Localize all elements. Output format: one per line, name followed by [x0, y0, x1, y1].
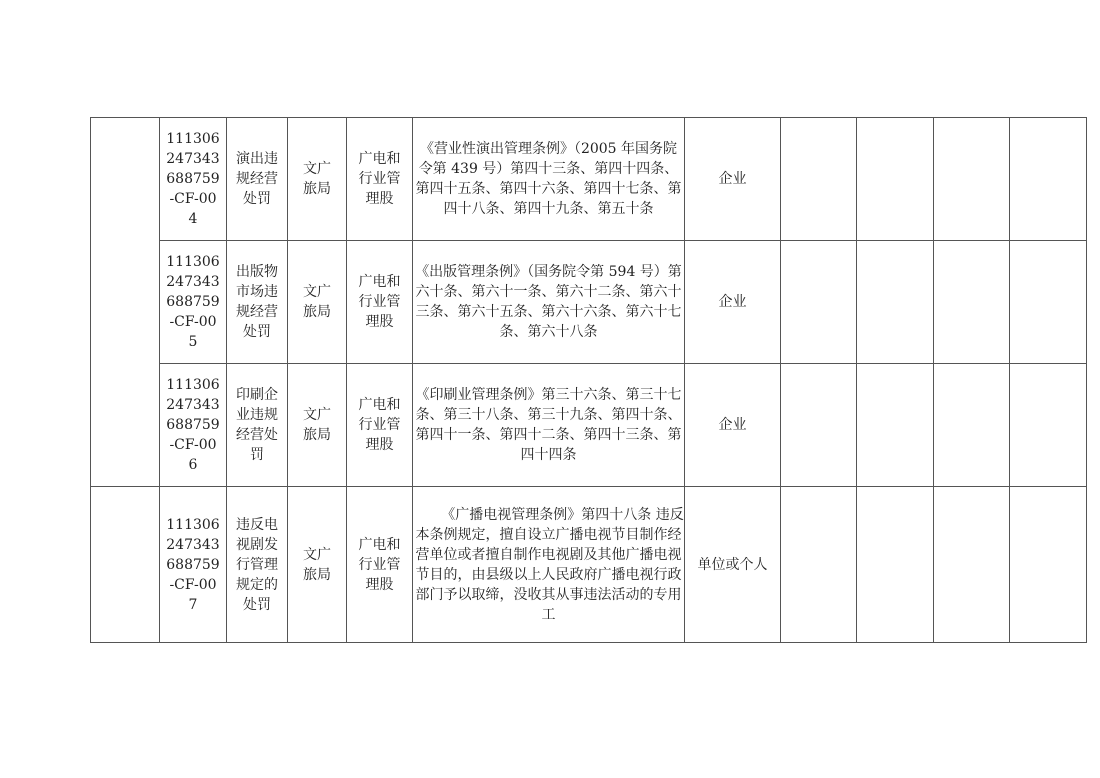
responsible-dept-cell: 广电和 行业管 理股	[347, 118, 413, 241]
table-row	[91, 364, 1087, 487]
empty-cell	[857, 487, 934, 643]
empty-cell	[781, 364, 857, 487]
responsible-dept-cell: 广电和 行业管 理股	[347, 364, 413, 487]
item-name-cell: 印刷企 业违规 经营处 罚	[227, 364, 288, 487]
empty-cell	[1010, 118, 1087, 241]
enforcement-table	[90, 117, 1087, 643]
empty-cell	[1010, 241, 1087, 364]
implementing-unit-cell: 文广 旅局	[288, 487, 347, 643]
responsible-dept-cell: 广电和 行业管 理股	[347, 241, 413, 364]
table-row	[91, 487, 1087, 643]
group-cell	[91, 487, 160, 643]
item-name-cell: 演出违 规经营 处罚	[227, 118, 288, 241]
implementing-unit-cell: 文广 旅局	[288, 364, 347, 487]
empty-cell	[934, 487, 1010, 643]
target-cell: 企业	[685, 364, 781, 487]
empty-cell	[934, 241, 1010, 364]
target-cell: 单位或个人	[685, 487, 781, 643]
group-cell	[91, 118, 160, 487]
responsible-dept-cell: 广电和 行业管 理股	[347, 487, 413, 643]
implementing-unit-cell: 文广 旅局	[288, 118, 347, 241]
empty-cell	[1010, 364, 1087, 487]
target-cell: 企业	[685, 118, 781, 241]
empty-cell	[781, 118, 857, 241]
empty-cell	[1010, 487, 1087, 643]
empty-cell	[934, 364, 1010, 487]
item-name-cell: 出版物 市场违 规经营 处罚	[227, 241, 288, 364]
empty-cell	[857, 118, 934, 241]
empty-cell	[857, 241, 934, 364]
legal-basis-cell: 《出版管理条例》（国务院令第 594 号）第六十条、第六十一条、第六十二条、第六十三条、第六十五条、第六十六条、第六十七条、第六十八条	[413, 241, 685, 364]
empty-cell	[857, 364, 934, 487]
item-code-cell: 111306 247343 688759 -CF-00 6	[160, 364, 227, 487]
table-row	[91, 118, 1087, 241]
legal-basis-cell: 《广播电视管理条例》第四十八条 违反本条例规定，擅自设立广播电视节目制作经营单位或者擅自制作电视剧及其他广播电视节目的，由县级以上人民政府广播电视行政部门予以取缔，没收其从事违法活动的专用工	[413, 487, 685, 643]
empty-cell	[934, 118, 1010, 241]
item-code-cell: 111306 247343 688759 -CF-00 5	[160, 241, 227, 364]
legal-basis-cell: 《营业性演出管理条例》（2005 年国务院令第 439 号）第四十三条、第四十四条、第四十五条、第四十六条、第四十七条、第四十八条、第四十九条、第五十条	[413, 118, 685, 241]
table-row	[91, 241, 1087, 364]
item-code-cell: 111306 247343 688759 -CF-00 7	[160, 487, 227, 643]
target-cell: 企业	[685, 241, 781, 364]
item-code-cell: 111306 247343 688759 -CF-00 4	[160, 118, 227, 241]
empty-cell	[781, 241, 857, 364]
implementing-unit-cell: 文广 旅局	[288, 241, 347, 364]
empty-cell	[781, 487, 857, 643]
legal-basis-cell: 《印刷业管理条例》第三十六条、第三十七条、第三十八条、第三十九条、第四十条、第四十一条、第四十二条、第四十三条、第四十四条	[413, 364, 685, 487]
item-name-cell: 违反电 视剧发 行管理 规定的 处罚	[227, 487, 288, 643]
